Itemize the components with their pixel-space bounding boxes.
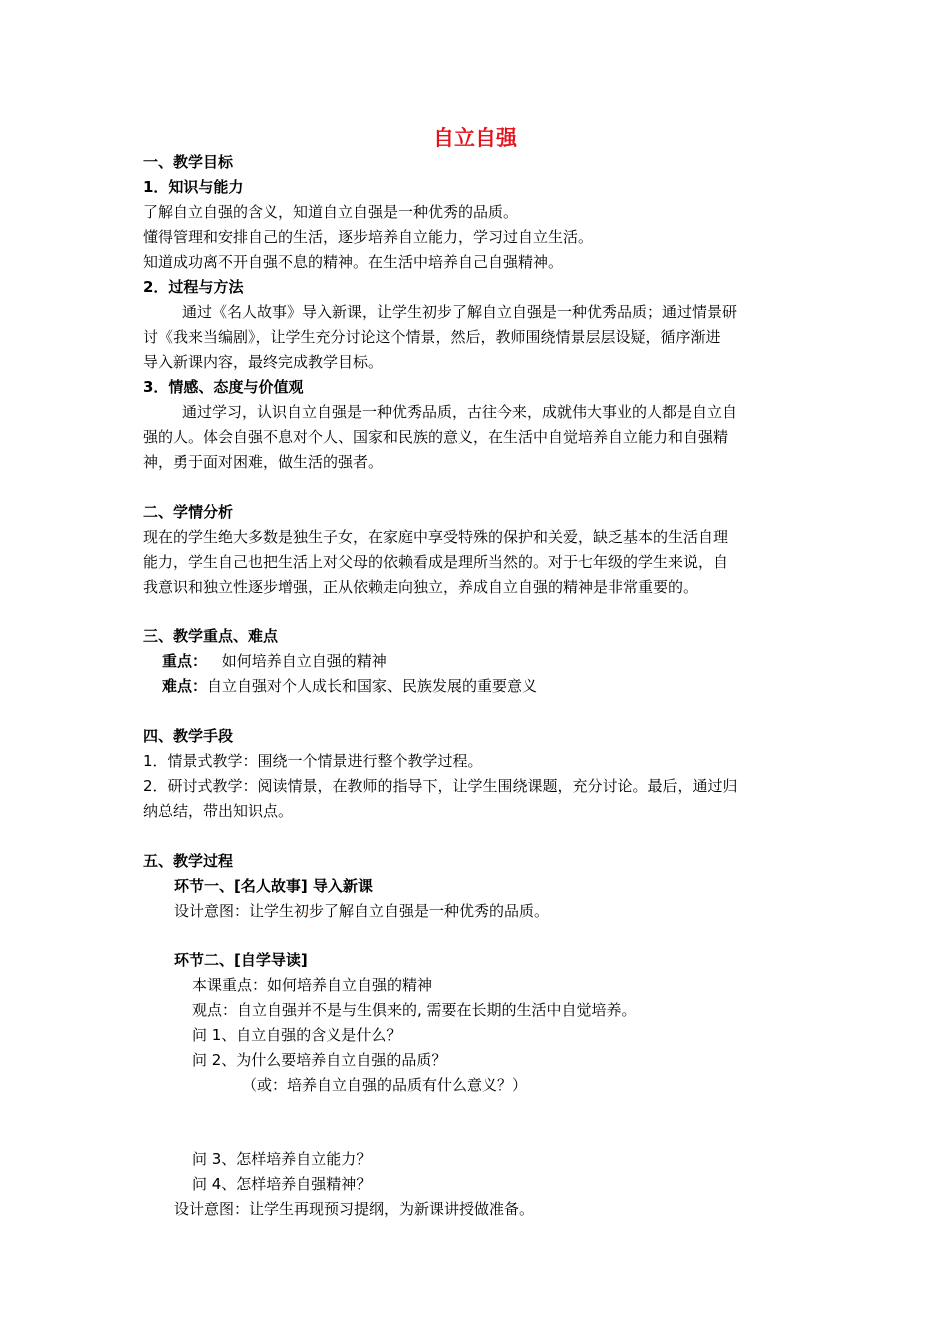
difficulty-row — [162, 676, 537, 696]
question-item: 问 3、怎样培养自立能力？ — [192, 1150, 372, 1168]
text-line: 知道成功离不开自强不息的精神。在生活中培养自己自强精神。 — [143, 253, 564, 271]
section-heading-objectives: 一、教学目标 — [143, 153, 234, 171]
text-line: 观点：自立自强并不是与生俱来的, 需要在长期的生活中自觉培养。 — [192, 1001, 637, 1019]
section-heading-key-points: 三、教学重点、难点 — [143, 627, 279, 645]
section-heading-methods: 四、教学手段 — [143, 727, 234, 745]
difficulty-text: 自立自强对个人成长和国家、民族发展的重要意义 — [207, 677, 538, 695]
text-line: 纳总结，带出知识点。 — [143, 802, 294, 820]
difficulty-label: 难点： — [162, 677, 208, 695]
text-line: 神，勇于面对困难，做生活的强者。 — [143, 453, 384, 471]
text-line: 设计意图：让学生再现预习提纲，为新课讲授做准备。 — [174, 1200, 535, 1218]
key-point-row — [162, 651, 387, 671]
text-line: 导入新课内容，最终完成教学目标。 — [143, 353, 384, 371]
question-item: 问 1、自立自强的含义是什么？ — [192, 1026, 402, 1044]
text-line: 强的人。体会自强不息对个人、国家和民族的意义，在生活中自觉培养自立能力和自强精 — [143, 428, 729, 446]
text-line: 懂得管理和安排自己的生活，逐步培养自立能力，学习过自立生活。 — [143, 228, 594, 246]
text-line: 通过《名人故事》导入新课，让学生初步了解自立自强是一种优秀品质；通过情景研 — [182, 303, 738, 321]
pen-mark — [303, 907, 308, 913]
text-line: 通过学习，认识自立自强是一种优秀品质，古往今来，成就伟大事业的人都是自立自 — [182, 403, 738, 421]
section-heading-process: 五、教学过程 — [143, 852, 234, 870]
text-line: 了解自立自强的含义，知道自立自强是一种优秀的品质。 — [143, 203, 519, 221]
key-point-label: 重点： — [162, 652, 208, 670]
text-line: 现在的学生绝大多数是独生子女，在家庭中享受特殊的保护和关爱，缺乏基本的生活自理 — [143, 528, 729, 546]
text-line: 能力，学生自己也把生活上对父母的依赖看成是理所当然的。对于七年级的学生来说，自 — [143, 553, 729, 571]
key-point-text: 如何培养自立自强的精神 — [221, 652, 387, 670]
step-two-heading: 环节二、[自学导读] — [174, 951, 308, 969]
text-line: 我意识和独立性逐步增强，正从依赖走向独立，养成自立自强的精神是非常重要的。 — [143, 578, 699, 596]
text-line: 1．情景式教学：围绕一个情景进行整个教学过程。 — [143, 752, 483, 770]
question-alt: （或：培养自立自强的品质有什么意义？） — [242, 1076, 528, 1094]
section-heading-analysis: 二、学情分析 — [143, 503, 234, 521]
text-line: 讨《我来当编剧》，让学生充分讨论这个情景，然后，教师围绕情景层层设疑，循序渐进 — [143, 328, 721, 346]
question-item: 问 2、为什么要培养自立自强的品质？ — [192, 1051, 447, 1069]
subheading-knowledge: 1．知识与能力 — [143, 178, 244, 196]
subheading-process: 2．过程与方法 — [143, 278, 244, 296]
subheading-values: 3．情感、态度与价值观 — [143, 378, 304, 396]
document-title: 自立自强 — [433, 126, 517, 150]
question-item: 问 4、怎样培养自强精神？ — [192, 1175, 372, 1193]
text-line: 2．研讨式教学：阅读情景，在教师的指导下，让学生围绕课题，充分讨论。最后，通过归 — [143, 777, 738, 795]
step-one-heading: 环节一、[名人故事] 导入新课 — [174, 877, 373, 895]
text-line: 设计意图：让学生初步了解自立自强是一种优秀的品质。 — [174, 902, 550, 920]
text-line: 本课重点：如何培养自立自强的精神 — [192, 976, 433, 994]
